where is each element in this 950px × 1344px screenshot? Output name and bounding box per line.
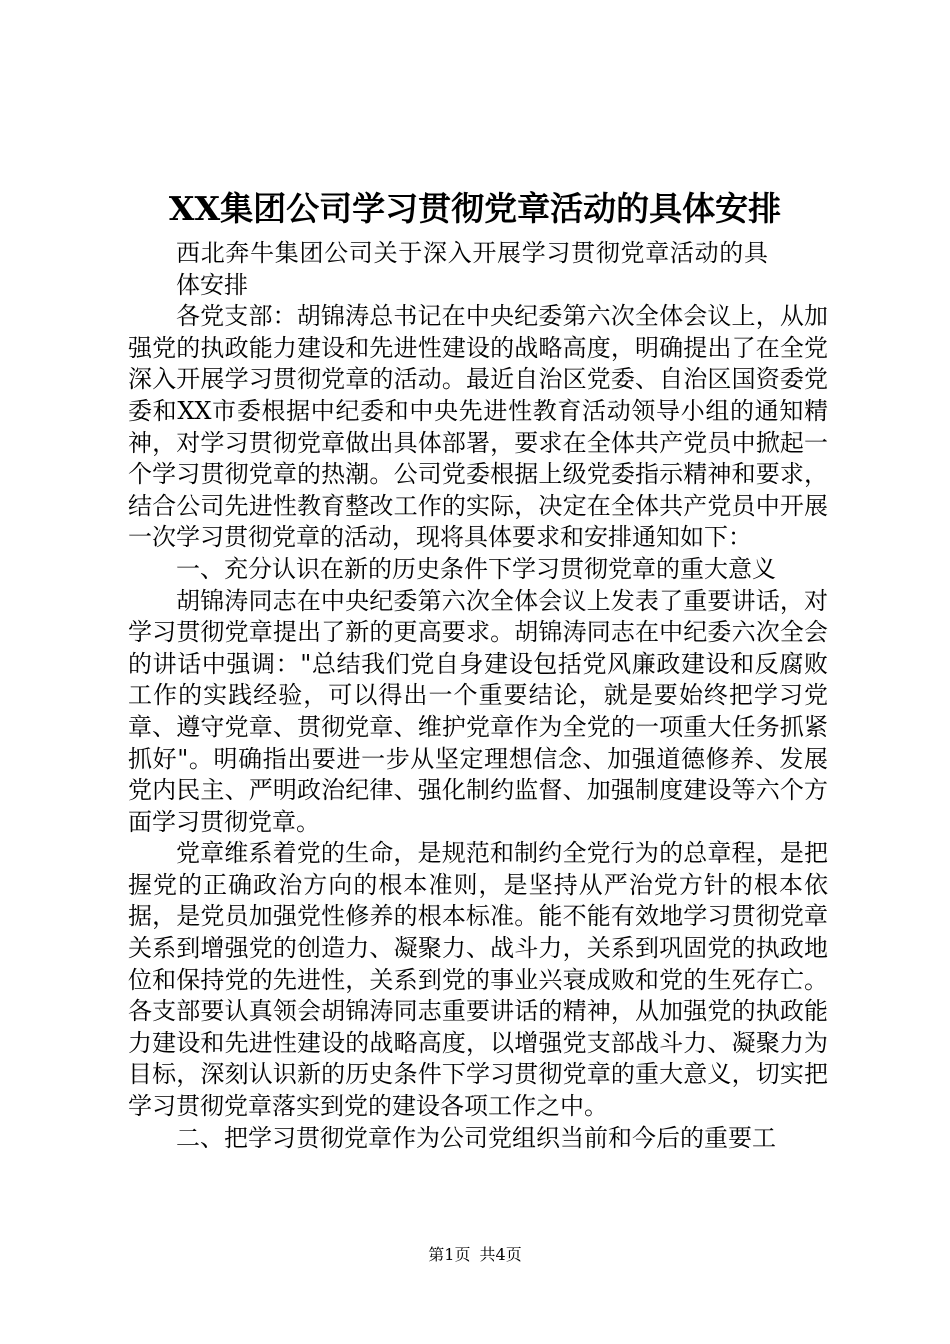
document-body <box>128 238 828 1154</box>
paragraph-party-constitution: 党章维系着党的生命，是规范和制约全党行为的总章程，是把握党的正确政治方向的根本准则，是坚持从严治党方针的根本依据，是党员加强党性修养的根本标准。能不能有效地学习贯彻党章关系到增强党的创造力、凝聚力、战斗力，关系到巩固党的执政地位和保持党的先进性，关系到党的事业兴衰成败和党的生死存亡。各支部要认真领会胡锦涛同志重要讲话的精神，从加强党的执政能力建设和先进性建设的战略高度，以增强党支部战斗力、凝聚力为目标，深刻认识新的历史条件下学习贯彻党章的重大意义，切实把学习贯彻党章落实到党的建设各项工作之中。 <box>128 839 828 1121</box>
document-subtitle: 西北奔牛集团公司关于深入开展学习贯彻党章活动的具体安排 <box>176 239 768 299</box>
section-heading-2: 二、把学习贯彻党章作为公司党组织当前和今后的重要工 <box>176 1123 776 1152</box>
section-heading-1: 一、充分认识在新的历史条件下学习贯彻党章的重大意义 <box>176 554 776 583</box>
document-title: XX集团公司学习贯彻党章活动的具体安排 <box>168 189 782 228</box>
page-number: 第1页 <box>428 1245 471 1264</box>
page-total: 共4页 <box>479 1245 522 1264</box>
paragraph-intro: 各党支部：胡锦涛总书记在中央纪委第六次全体会议上，从加强党的执政能力建设和先进性建设的战略高度，明确提出了在全党深入开展学习贯彻党章的活动。最近自治区党委、自治区国资委党委和XX市委根据中纪委和中央先进性教育活动领导小组的通知精神，对学习贯彻党章做出具体部署，要求在全体共产党员中掀起一个学习贯彻党章的热潮。公司党委根据上级党委指示精神和要求，结合公司先进性教育整改工作的实际，决定在全体共产党员中开展一次学习贯彻党章的活动，现将具体要求和安排通知如下： <box>128 302 828 552</box>
page-footer <box>0 1244 950 1266</box>
paragraph-speech: 胡锦涛同志在中央纪委第六次全体会议上发表了重要讲话，对学习贯彻党章提出了新的更高要求。胡锦涛同志在中纪委六次全会的讲话中强调："总结我们党自身建设包括党风廉政建设和反腐败工作的实践经验，可以得出一个重要结论，就是要始终把学习党章、遵守党章、贯彻党章、维护党章作为全党的一项重大任务抓紧抓好"。明确指出要进一步从坚定理想信念、加强道德修养、发展党内民主、严明政治纪律、强化制约监督、加强制度建设等六个方面学习贯彻党章。 <box>128 586 828 836</box>
